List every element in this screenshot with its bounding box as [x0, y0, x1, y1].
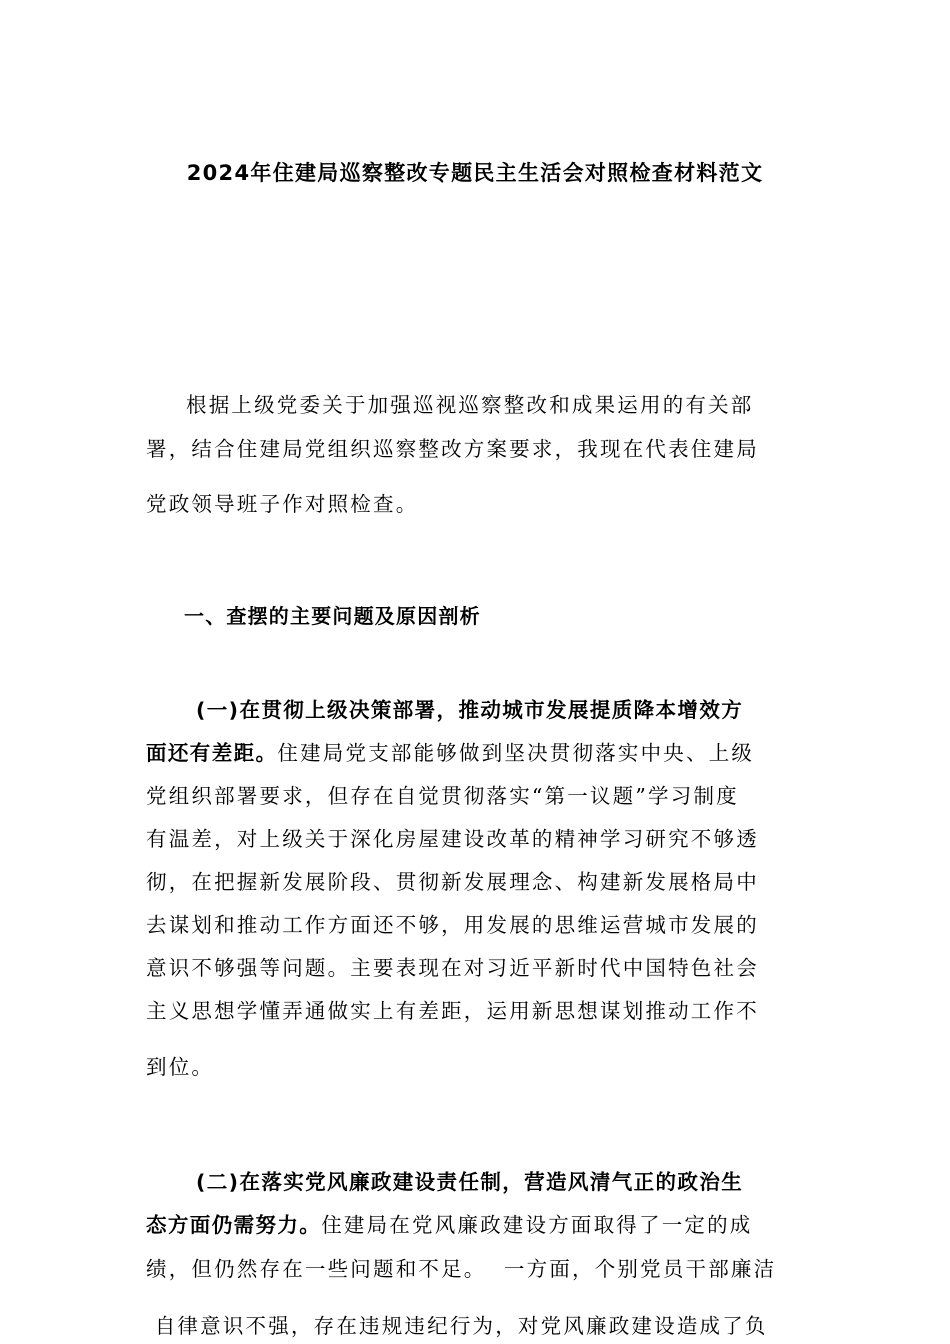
item1-line-5: 彻，在把握新发展阶段、贯彻新发展理念、构建新发展格局中	[146, 870, 759, 894]
item1-heading-line-1: (一)在贯彻上级决策部署，推动城市发展提质降本增效方	[196, 698, 744, 722]
item1-heading-line-2: 面还有差距。	[146, 741, 278, 765]
item1-line-9: 到位。	[146, 1055, 215, 1079]
item1-line-6: 去谋划和推动工作方面还不够，用发展的思维运营城市发展的	[146, 913, 759, 937]
item2-line-4: 自律意识不强，存在违规违纪行为，对党风廉政建设造成了负	[146, 1314, 768, 1338]
item1-line-4: 有温差，对上级关于深化房屋建设改革的精神学习研究不够透	[146, 827, 759, 851]
intro-line-3: 党政领导班子作对照检查。	[146, 492, 419, 516]
item2-heading-line-1: (二)在落实党风廉政建设责任制，营造风清气正的政治生	[196, 1170, 744, 1194]
section-heading: 一、查摆的主要问题及原因剖析	[184, 604, 481, 628]
item1-line-7: 意识不够强等问题。主要表现在对习近平新时代中国特色社会	[146, 956, 759, 980]
item1-line-2-text: 住建局党支部能够做到坚决贯彻落实中央、上级	[277, 741, 755, 765]
intro-line-1: 根据上级党委关于加强巡视巡察整改和成果运用的有关部	[186, 393, 754, 417]
item2-heading-line-2: 态方面仍需努力。	[146, 1213, 322, 1237]
item2-line-2-text: 住建局在党风廉政建设方面取得了一定的成	[321, 1213, 753, 1237]
item2-line-3: 绩，但仍然存在一些问题和不足。 一方面，个别党员干部廉洁	[146, 1257, 777, 1281]
item1-line-8: 主义思想学懂弄通做实上有差距，运用新思想谋划推动工作不	[146, 999, 759, 1023]
item2-line-2	[146, 1210, 753, 1240]
item1-line-2	[146, 738, 754, 768]
intro-line-2: 署，结合住建局党组织巡察整改方案要求，我现在代表住建局	[146, 437, 759, 461]
item1-line-3: 党组织部署要求，但存在自觉贯彻落实“第一议题”学习制度	[146, 784, 739, 808]
document-title: 2024年住建局巡察整改专题民主生活会对照检查材料范文	[186, 161, 764, 185]
